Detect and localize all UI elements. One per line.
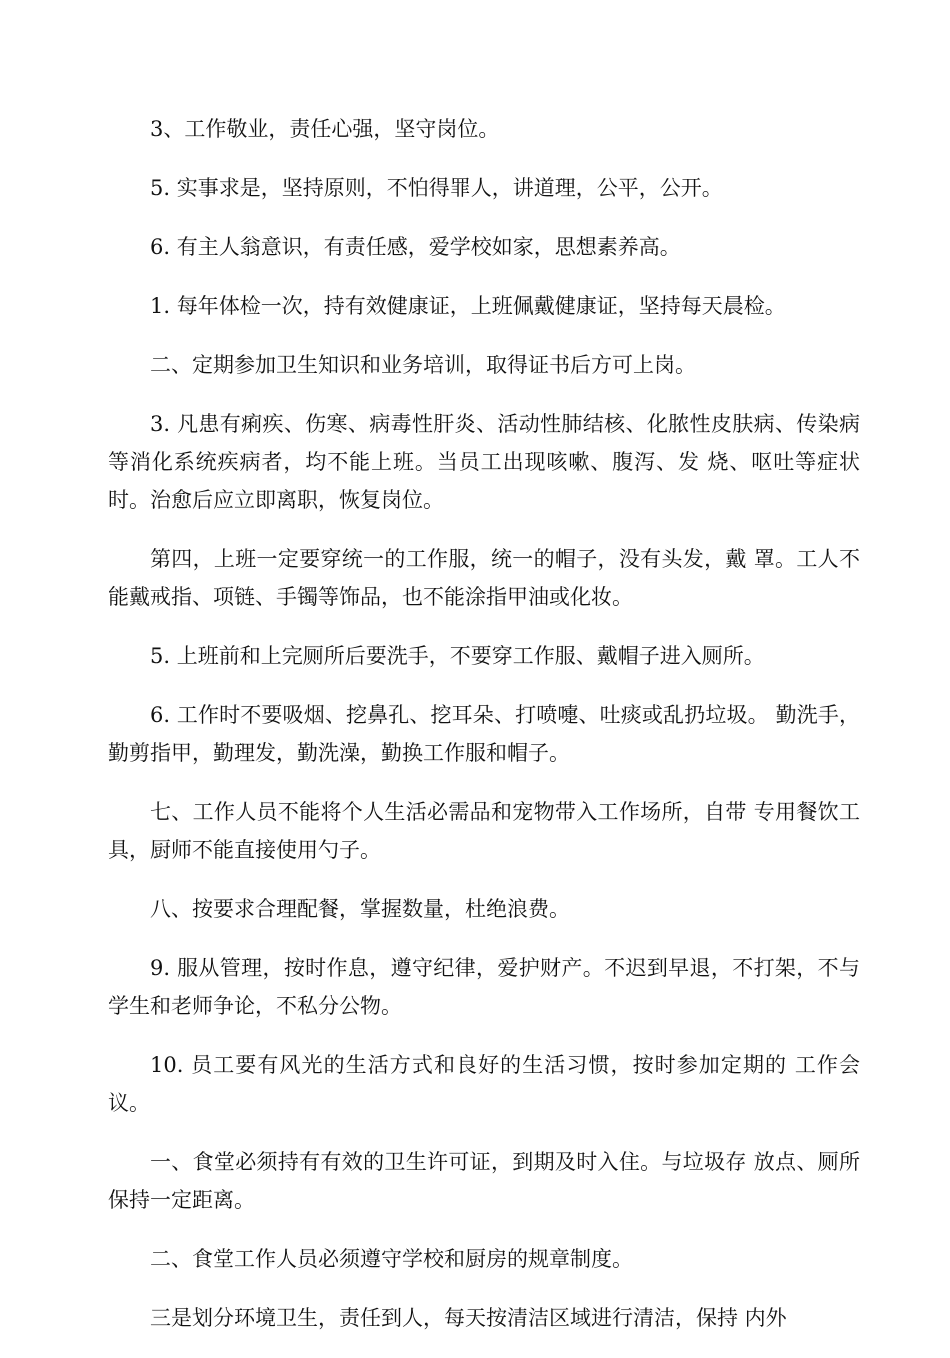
paragraph-16: 三是划分环境卫生，责任到人，每天按清洁区域进行清洁，保持 内外	[150, 1306, 787, 1330]
paragraph-11: 八、按要求合理配餐，掌握数量，杜绝浪费。	[150, 897, 570, 921]
paragraph-15: 二、食堂工作人员必须遵守学校和厨房的规章制度。	[150, 1247, 633, 1271]
paragraph-9: 6. 工作时不要吸烟、挖鼻孔、挖耳朵、打喷嚏、吐痰或乱扔垃圾。 勤洗手，勤剪指甲，勤理发，勤洗澡，勤换工作服和帽子。	[108, 703, 860, 765]
paragraph-13: 10. 员工要有风光的生活方式和良好的生活习惯，按时参加定期的 工作会议。	[108, 1053, 860, 1115]
paragraph-7: 第四，上班一定要穿统一的工作服，统一的帽子，没有头发，戴 罩。工人不能戴戒指、项链、手镯等饰品，也不能涂指甲油或化妆。	[108, 547, 860, 609]
paragraph-5: 二、定期参加卫生知识和业务培训，取得证书后方可上岗。	[150, 353, 696, 377]
paragraph-8: 5. 上班前和上完厕所后要洗手，不要穿工作服、戴帽子进入厕所。	[150, 644, 765, 668]
paragraph-4: 1. 每年体检一次，持有效健康证，上班佩戴健康证，坚持每天晨检。	[150, 294, 786, 318]
paragraph-1: 3、工作敬业，责任心强，坚守岗位。	[150, 117, 500, 141]
paragraph-3: 6. 有主人翁意识，有责任感，爱学校如家，思想素养高。	[150, 235, 681, 259]
paragraph-12: 9. 服从管理，按时作息，遵守纪律，爱护财产。不迟到早退，不打架，不与学生和老师争论，不私分公物。	[108, 956, 860, 1018]
paragraph-6: 3. 凡患有痢疾、伤寒、病毒性肝炎、活动性肺结核、化脓性皮肤病、传染病等消化系统疾病者，均不能上班。当员工出现咳嗽、腹泻、发 烧、呕吐等症状时。治愈后应立即离职，恢复岗位。	[108, 412, 860, 512]
paragraph-2: 5. 实事求是，坚持原则，不怕得罪人，讲道理，公平，公开。	[150, 176, 723, 200]
document-body	[108, 110, 860, 1358]
paragraph-14: 一、食堂必须持有有效的卫生许可证，到期及时入住。与垃圾存 放点、厕所保持一定距离。	[108, 1150, 860, 1212]
paragraph-10: 七、工作人员不能将个人生活必需品和宠物带入工作场所，自带 专用餐饮工具，厨师不能直接使用勺子。	[108, 800, 860, 862]
